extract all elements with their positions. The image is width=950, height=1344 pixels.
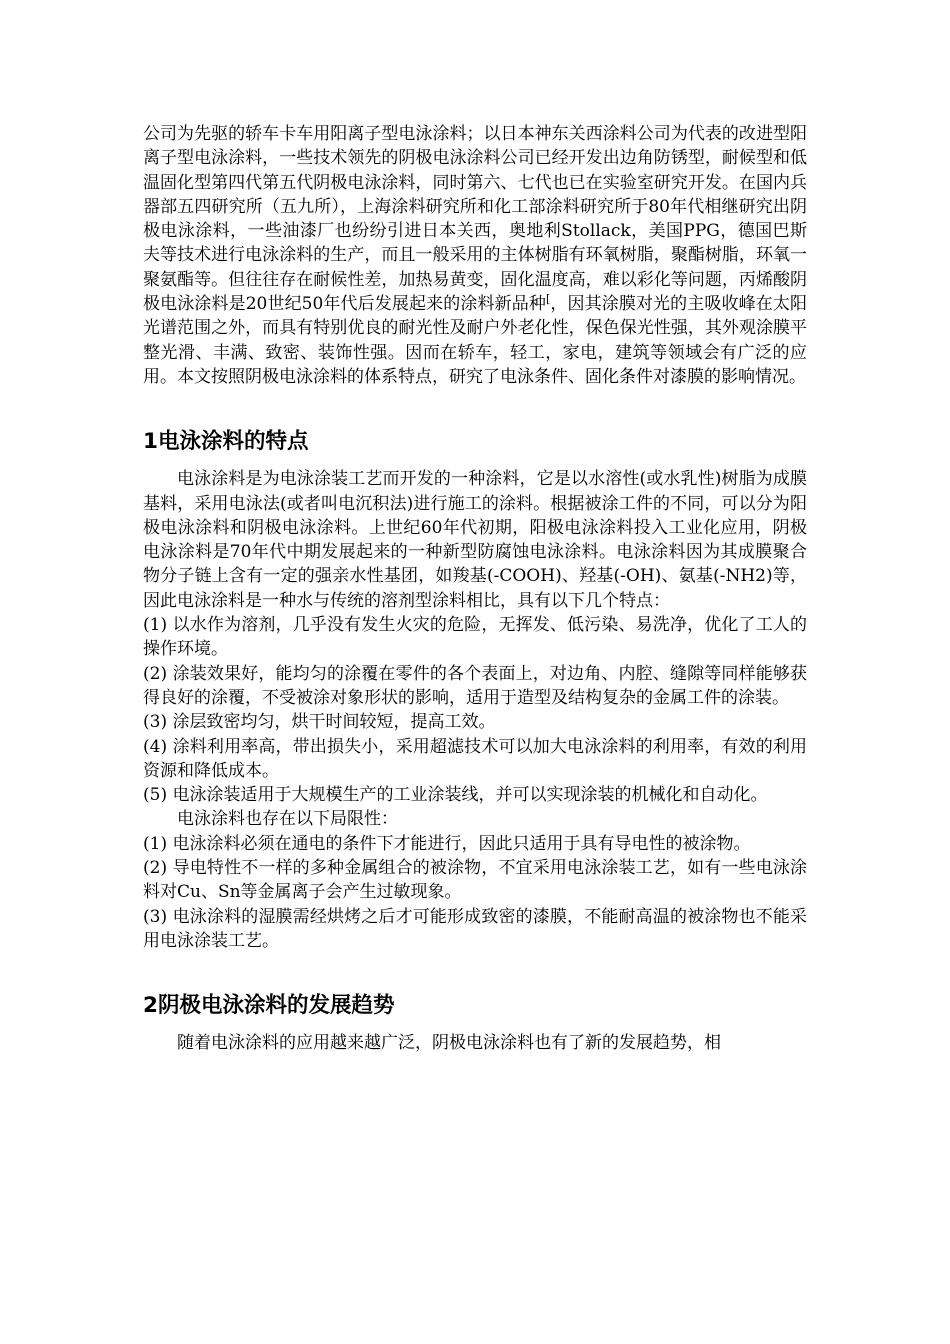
document-page — [143, 122, 807, 1056]
intro-text: 公司为先驱的轿车卡车用阳离子型电泳涂料；以日本神东关西涂料公司为代表的改进型阳离子型电泳涂料，一些技术领先的阴极电泳涂料公司已经开发出边角防锈型，耐候型和低温固化型第四代第五代阴极电泳涂料，同时第六、七代也已在实验室研究开发。在国内兵器部五四研究所（五九所），上海涂料研究所和化工部涂料研究所于80年代相继研究出阴极电泳涂料，一些油漆厂也纷纷引进日本关西，奥地利Stollack，美国PPG，德国巴斯夫等技术进行电泳涂料的生产，而且一般采用的主体树脂有环氧树脂，聚酯树脂，环氧一聚氨酯等。但往往存在耐候性差，加热易黄变，固化温度高，难以彩化等问题，丙烯酸阴极电泳涂料是20世纪50年代后发展起来的涂料新品种 — [143, 124, 807, 315]
feature-item-4: (4) 涂料利用率高，带出损失小，采用超滤技术可以加大电泳涂料的利用率，有效的利用资源和降低成本。 — [143, 736, 807, 781]
section-1-heading: 1电泳涂料的特点 — [143, 429, 309, 455]
limit-item-3: (3) 电泳涂料的湿膜需经烘烤之后才可能形成致密的漆膜，不能耐高温的被涂物也不能采用电泳涂装工艺。 — [143, 906, 807, 951]
feature-item-5: (5) 电泳涂装适用于大规模生产的工业涂装线，并可以实现涂装的机械化和自动化。 — [143, 785, 768, 806]
feature-item-3: (3) 涂层致密均匀，烘干时间较短，提高工效。 — [143, 712, 496, 733]
feature-item-2: (2) 涂装效果好，能均匀的涂覆在零件的各个表面上，对边角、内腔、缝隙等同样能够获得良好的涂覆，不受被涂对象形状的影响，适用于造型及结构复杂的金属工件的涂装。 — [143, 663, 807, 708]
limit-item-1: (1) 电泳涂料必须在通电的条件下才能进行，因此只适用于具有导电性的被涂物。 — [143, 833, 751, 854]
limits-intro: 电泳涂料也存在以下局限性： — [177, 809, 398, 830]
section-2-intro: 随着电泳涂料的应用越来越广泛，阴极电泳涂料也有了新的发展趋势，相 — [177, 1033, 721, 1054]
feature-item-1: (1) 以水作为溶剂，几乎没有发生火灾的危险，无挥发、低污染、易洗净，优化了工人的操作环境。 — [143, 615, 807, 660]
section-1-intro: 电泳涂料是为电泳涂装工艺而开发的一种涂料，它是以水溶性(或水乳性)树脂为成膜基料，采用电泳法(或者叫电沉积法)进行施工的涂料。根据被涂工件的不同，可以分为阳极电泳涂料和阴极电泳涂料。上世纪60年代初期，阳极电泳涂料投入工业化应用，阴极电泳涂料是70年代中期发展起来的一种新型防腐蚀电泳涂料。电泳涂料因为其成膜聚合物分子链上含有一定的强亲水性基团，如羧基(-COOH)、羟基(-OH)、氨基(-NH2)等，因此电泳涂料是一种水与传统的溶剂型涂料相比，具有以下几个特点： — [143, 469, 807, 611]
intro-text-continued: ，因其涂膜对光的主吸收峰在太阳光谱范围之外，而具有特别优良的耐光性及耐户外老化性，保色保光性强，其外观涂膜平整光滑、丰满、致密、装饰性强。因而在轿车，轻工，家电，建筑等领域会有广泛的应用。本文按照阴极电泳涂料的体系特点，研究了电泳条件、固化条件对漆膜的影响情况。 — [143, 294, 808, 387]
section-2-heading: 2阴极电泳涂料的发展趋势 — [143, 993, 395, 1019]
reference-mark: [ — [545, 292, 551, 306]
limit-item-2: (2) 导电特性不一样的多种金属组合的被涂物，不宜采用电泳涂装工艺，如有一些电泳涂料对Cu、Sn等金属离子会产生过敏现象。 — [143, 858, 807, 903]
intro-paragraph — [143, 122, 807, 389]
